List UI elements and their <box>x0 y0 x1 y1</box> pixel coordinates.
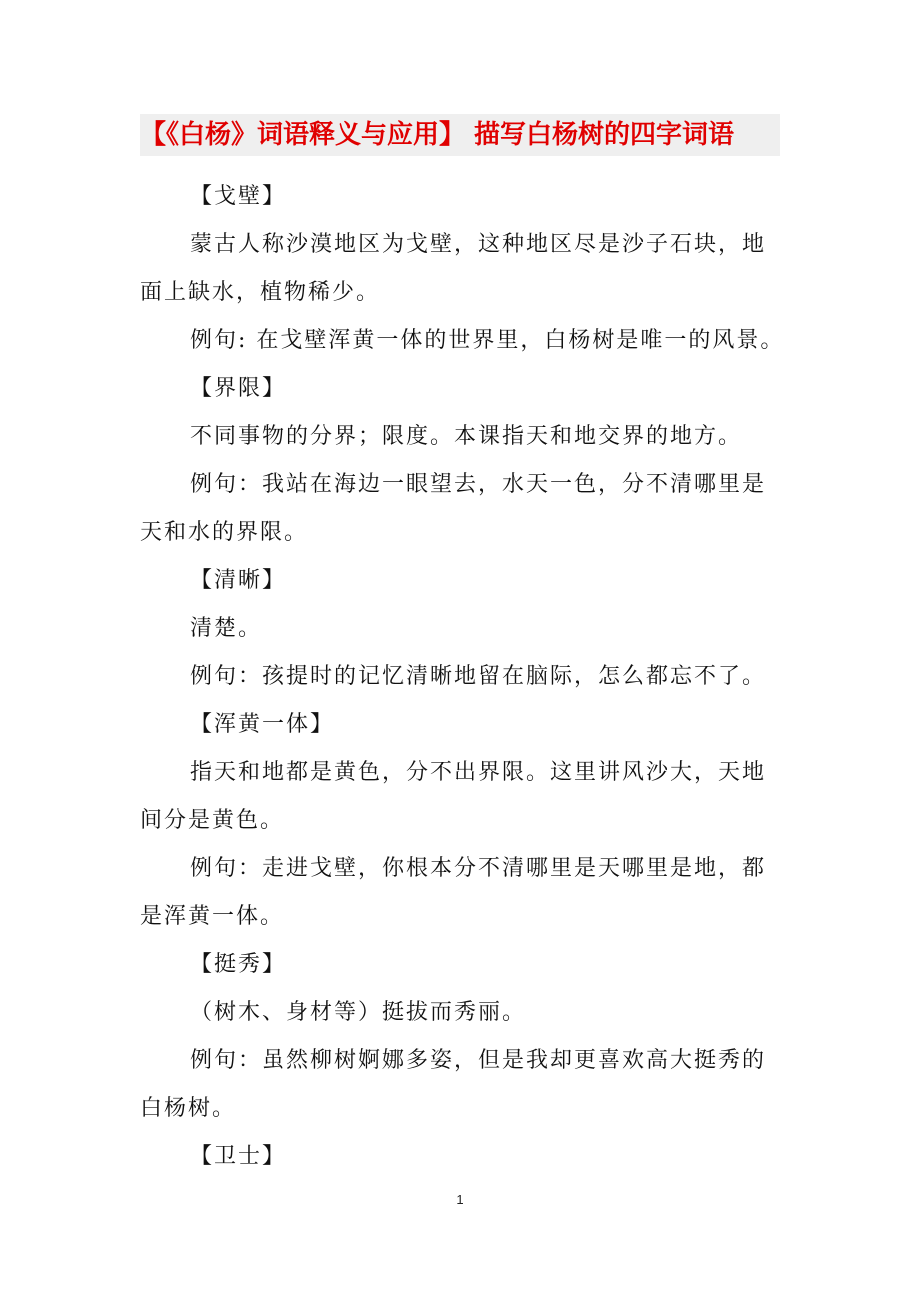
definition-line: 清楚。 <box>190 616 263 641</box>
example-line: 例句：孩提时的记忆清晰地留在脑际，怎么都忘不了。 <box>190 664 767 689</box>
definition-line: （树木、身材等）挺拔而秀丽。 <box>190 1000 527 1025</box>
term-heading: 【清晰】 <box>190 568 287 593</box>
example-line: 是浑黄一体。 <box>140 904 285 929</box>
example-line: 例句：我站在海边一眼望去，水天一色，分不清哪里是 <box>190 472 767 497</box>
example-line: 天和水的界限。 <box>140 520 309 545</box>
term-heading: 【卫士】 <box>190 1144 287 1169</box>
definition-line: 蒙古人称沙漠地区为戈壁，这种地区尽是沙子石块，地 <box>190 232 767 257</box>
definition-line: 面上缺水，植物稀少。 <box>140 280 381 305</box>
term-heading: 【挺秀】 <box>190 952 287 977</box>
term-heading: 【界限】 <box>190 376 287 401</box>
definition-line: 不同事物的分界；限度。本课指天和地交界的地方。 <box>190 424 743 449</box>
term-heading: 【浑黄一体】 <box>190 712 335 737</box>
example-line: 白杨树。 <box>140 1096 237 1121</box>
page-number: 1 <box>456 1192 464 1207</box>
example-line: 例句: 在戈壁浑黄一体的世界里，白杨树是唯一的风景。 <box>190 328 785 353</box>
term-heading: 【戈壁】 <box>190 184 287 209</box>
document-title: 【《白杨》词语释义与应用】 描写白杨树的四字词语 <box>140 114 780 156</box>
definition-line: 间分是黄色。 <box>140 808 285 833</box>
example-line: 例句：虽然柳树婀娜多姿，但是我却更喜欢高大挺秀的 <box>190 1048 767 1073</box>
definition-line: 指天和地都是黄色，分不出界限。这里讲风沙大，天地 <box>190 760 767 785</box>
example-line: 例句：走进戈壁，你根本分不清哪里是天哪里是地，都 <box>190 856 767 881</box>
